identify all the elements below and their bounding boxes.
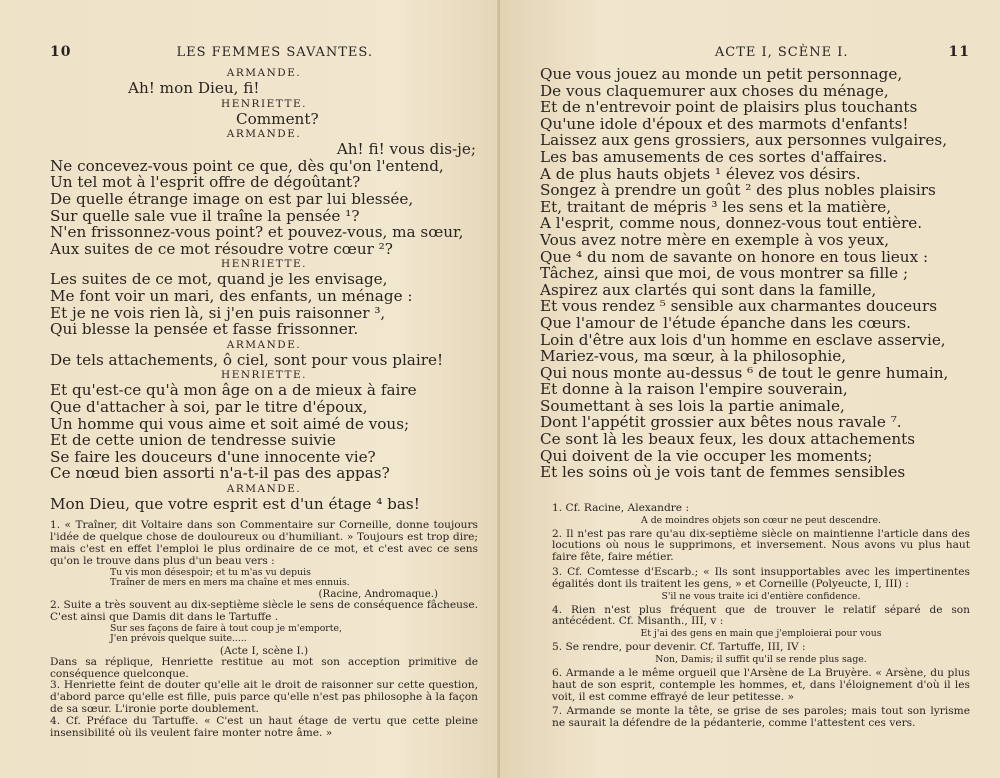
- verse-line: De vous claquemurer aux choses du ménage,: [540, 81, 889, 100]
- verse-line: Ce nœud bien assorti n'a-t-il pas des appas?: [50, 464, 390, 483]
- verse-line: Qui doivent de la vie occuper les moments;: [540, 446, 873, 465]
- verse-line: Comment?: [236, 109, 319, 128]
- footnote-source: (Racine, Andromaque.): [318, 588, 438, 600]
- verse-line: Les bas amusements de ces sortes d'affaires.: [540, 147, 888, 166]
- verse-line: Se faire les douceurs d'une innocente vie?: [50, 447, 376, 466]
- footnote: 5. Se rendre, pour devenir. Cf. Tartuffe, III, IV :: [552, 641, 806, 654]
- verse-line: Ah! fi! vous dis-je;: [336, 140, 476, 159]
- verse-line: Me font voir un mari, des enfants, un ménage :: [50, 286, 413, 305]
- verse-line: Qu'une idole d'époux et des marmots d'enfants!: [540, 114, 909, 133]
- speaker-name: HENRIETTE.: [221, 369, 307, 382]
- footnote-quote: A de moindres objets son cœur ne peut descendre.: [641, 514, 881, 526]
- speaker-name: ARMANDE.: [226, 128, 302, 141]
- verse-line: Et les soins où je vois tant de femmes sensibles: [540, 463, 906, 482]
- speaker-name: HENRIETTE.: [221, 258, 307, 271]
- footnote: 1. « Traîner, dit Voltaire dans son Commentaire sur Corneille, donne toujours l'idée de quelque chose de douloureux ou d'humiliant. » Toujours est trop dire; mais c'est en effet l'emploi le plus ordinaire de ce mot, et c'est avec ce sens qu'on le trouve dans plus d'un beau vers :: [50, 519, 478, 567]
- page-number: 10: [50, 44, 72, 60]
- verse-line: Songez à prendre un goût ² des plus nobles plaisirs: [540, 181, 936, 200]
- verse-line: Ce sont là les beaux feux, les doux attachements: [540, 430, 916, 449]
- verse-line: Dont l'appétit grossier aux bêtes nous ravale ⁷.: [540, 413, 902, 432]
- footnote: 2. Suite a très souvent au dix-septième siècle le sens de conséquence fâcheuse. C'est ainsi que Damis dit dans le Tartuffe .: [50, 599, 478, 623]
- verse-line: Un homme qui vous aime et soit aimé de vous;: [50, 414, 410, 433]
- footnote-quote: S'il ne vous traite ici d'entière confidence.: [661, 590, 861, 602]
- verse-line: Soumettant à ses lois la partie animale,: [540, 396, 845, 415]
- footnote-quote: Non, Damis; il suffit qu'il se rende plus sage.: [655, 654, 867, 666]
- speaker-name: HENRIETTE.: [221, 97, 307, 110]
- verse-line: Laissez aux gens grossiers, aux personnes vulgaires,: [540, 131, 948, 150]
- verse-line: Et de cette union de tendresse suivie: [50, 431, 336, 450]
- verse-line: Que d'attacher à soi, par le titre d'époux,: [50, 397, 368, 416]
- left-running-head: [50, 44, 478, 66]
- verse-line: De tels attachements, ô ciel, sont pour vous plaire!: [50, 350, 444, 369]
- footnote: 3. Henriette feint de douter qu'elle ait le droit de raisonner sur cette question, d'abord parce qu'elle est fille, puis parce qu'elle n'est pas philosophe à la façon de sa sœur. L'ironie porte doublement.: [50, 679, 478, 715]
- speaker-name: ARMANDE.: [226, 338, 302, 351]
- verse-line: Aspirez aux clartés qui sont dans la famille,: [540, 280, 877, 299]
- footnote: 1. Cf. Racine, Alexandre :: [552, 501, 690, 514]
- footnote-quote: Sur ses façons de faire à tout coup je m'emporte,: [110, 622, 342, 634]
- footnote-quote: Tu vis mon désespoir; et tu m'as vu depuis: [110, 566, 311, 578]
- footnote: 7. Armande se monte la tête, se grise de ses paroles; mais tout son lyrisme ne saurait la défendre de la pédanterie, comme l'attestent ces vers.: [552, 705, 970, 730]
- verse-line: Sur quelle sale vue il traîne la pensée ¹?: [50, 206, 360, 225]
- speaker-name: ARMANDE.: [226, 482, 302, 495]
- verse-line: Et je ne vois rien là, si j'en puis raisonner ³,: [50, 303, 386, 322]
- verse-line: Ah! mon Dieu, fi!: [128, 79, 260, 97]
- footnote: 4. Rien n'est plus fréquent que de trouver le relatif séparé de son antécédent. Cf. Misanth., III, v :: [552, 603, 970, 628]
- verse-line: Vous avez notre mère en exemple à vos yeux,: [540, 230, 890, 249]
- verse-line: Et vous rendez ⁵ sensible aux charmantes douceurs: [540, 297, 937, 316]
- footnote-quote: J'en prévois quelque suite.....: [110, 633, 247, 645]
- right-footnotes: [540, 503, 970, 730]
- verse-line: De quelle étrange image on est par lui blessée,: [50, 189, 414, 208]
- verse-line: Tâchez, ainsi que moi, de vous montrer sa fille ;: [540, 264, 909, 283]
- verse-line: Mariez-vous, ma sœur, à la philosophie,: [540, 347, 847, 366]
- footnote: Dans sa réplique, Henriette restitue au mot son acception primitive de conséquence quelconque.: [50, 655, 478, 680]
- running-title: LES FEMMES SAVANTES.: [176, 45, 373, 60]
- verse-line: Que ⁴ du nom de savante on honore en tous lieux :: [540, 247, 929, 266]
- verse-line: Aux suites de ce mot résoudre votre cœur ²?: [50, 239, 393, 258]
- footnote-quote: Traîner de mers en mers ma chaîne et mes ennuis.: [110, 577, 350, 589]
- footnote-source: (Acte I, scène I.): [219, 644, 309, 657]
- verse-line: Et de n'entrevoir point de plaisirs plus touchants: [540, 98, 918, 117]
- verse-line: Ne concevez-vous point ce que, dès qu'on l'entend,: [50, 156, 444, 175]
- footnote: 2. Il n'est pas rare qu'au dix-septième siècle on maintienne l'article dans des locutions où nous le supprimons, et inversement. Nous avons vu plus haut faire fête, faire métier.: [552, 527, 970, 564]
- verse-line: Et donne à la raison l'empire souverain,: [540, 380, 848, 399]
- verse-line: Que vous jouez au monde un petit personnage,: [540, 65, 903, 83]
- page-number: 11: [948, 44, 970, 60]
- right-verse-block: [540, 66, 970, 481]
- verse-line: A de plus hauts objets ¹ élevez vos désirs.: [540, 164, 861, 183]
- verse-line: Les suites de ce mot, quand je les envisage,: [50, 270, 388, 289]
- verse-line: Qui blesse la pensée et fasse frissonner.: [50, 320, 359, 339]
- left-verse-block: [50, 66, 478, 512]
- verse-line: Qui nous monte au-dessus ⁶ de tout le genre humain,: [540, 363, 949, 382]
- verse-line: Que l'amour de l'étude épanche dans les cœurs.: [540, 313, 912, 332]
- verse-line: A l'esprit, comme nous, donnez-vous tout entière.: [540, 214, 923, 233]
- footnote: 3. Cf. Comtesse d'Escarb.; « Ils sont insupportables avec les impertinentes égalités dont ils traitent les gens, » et Corneille (Polyeucte, I, III) :: [552, 566, 970, 590]
- right-running-head: [540, 44, 970, 66]
- verse-line: Un tel mot à l'esprit offre de dégoûtant?: [50, 173, 361, 192]
- left-footnotes: [50, 520, 478, 739]
- verse-line: N'en frissonnez-vous point? et pouvez-vous, ma sœur,: [50, 223, 464, 242]
- footnote: 6. Armande a le même orgueil que l'Arsène de La Bruyère. « Arsène, du plus haut de son esprit, contemple les hommes, et, dans l'éloignement d'où il les voit, il est comme effrayé de leur petitesse. »: [552, 667, 970, 703]
- running-title: ACTE I, SCÈNE I.: [714, 45, 849, 60]
- footnote-quote: Et j'ai des gens en main que j'emploierai pour vous: [640, 628, 882, 640]
- speaker-name: ARMANDE.: [226, 67, 302, 79]
- verse-line: Et, traitant de mépris ³ les sens et la matière,: [540, 197, 892, 216]
- right-page: [500, 0, 1000, 778]
- verse-line: Et qu'est-ce qu'à mon âge on a de mieux à faire: [50, 381, 417, 400]
- verse-line: Loin d'être aux lois d'un homme en esclave asservie,: [540, 330, 946, 349]
- verse-line: Mon Dieu, que votre esprit est d'un étage ⁴ bas!: [50, 494, 420, 513]
- footnote: 4. Cf. Préface du Tartuffe. « C'est un haut étage de vertu que cette pleine insensibilité où ils veulent faire monter notre âme. »: [50, 714, 478, 739]
